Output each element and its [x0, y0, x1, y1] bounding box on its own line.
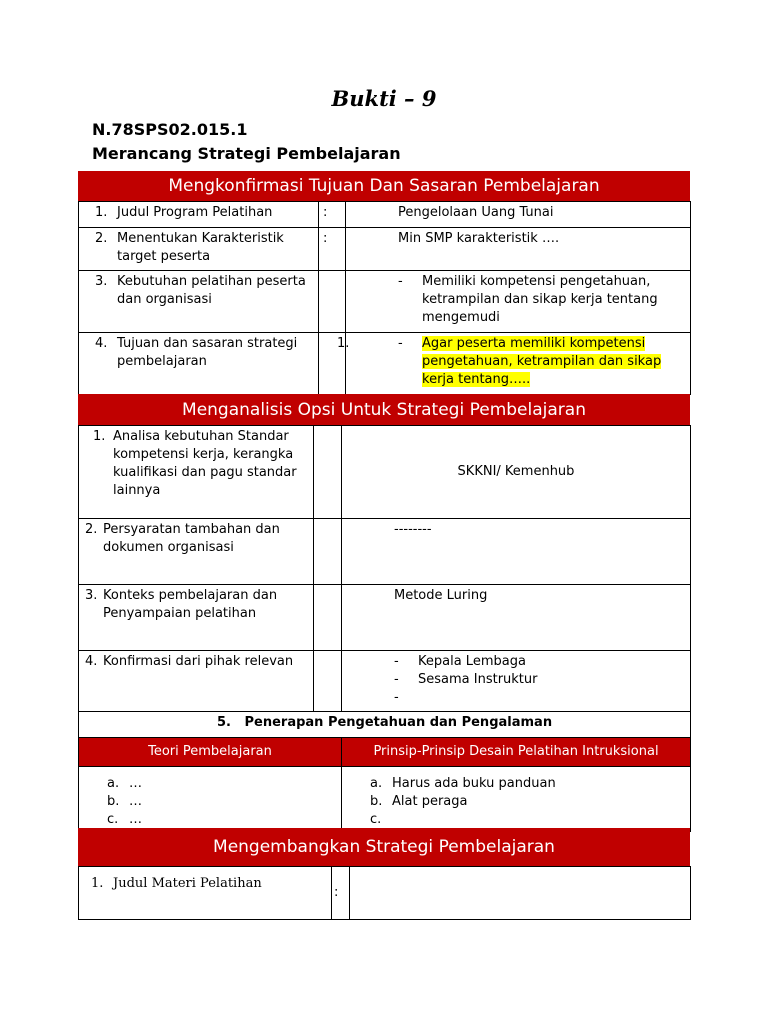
list-item [392, 811, 686, 829]
row-label: Judul Program Pelatihan [117, 205, 273, 220]
row-separator: : [319, 228, 346, 271]
row-value: Metode Luring [342, 585, 691, 651]
row-number: 1. [93, 429, 106, 444]
section3-table [78, 866, 691, 920]
dash-marker: - [394, 654, 399, 669]
list-marker: c. [370, 812, 382, 827]
row-separator: 1. [319, 333, 346, 395]
document-title: Bukti – 9 [331, 86, 437, 111]
list-item: Sesama Instruktur [418, 672, 538, 687]
list-marker: b. [370, 794, 383, 809]
row-number: 1. [95, 205, 108, 220]
list-marker: b. [107, 794, 120, 809]
table-row [79, 426, 691, 519]
row-label: Menentukan Karakteristik target peserta [117, 231, 284, 264]
section1-table [78, 201, 691, 395]
row-number: 3. [95, 274, 108, 289]
table-row [79, 738, 691, 767]
dash-marker: - [398, 274, 403, 289]
table-row [79, 333, 691, 395]
row-value: Min SMP karakteristik …. [346, 228, 691, 271]
list-marker: c. [107, 812, 119, 827]
list-marker: a. [107, 776, 120, 791]
row-number: 3. [85, 588, 98, 603]
dash-marker: - [394, 672, 399, 687]
row-label: Konteks pembelajaran dan Penyampaian pelatihan [103, 588, 278, 621]
row-separator: : [319, 202, 346, 228]
table-row [79, 202, 691, 228]
row-value [350, 867, 691, 920]
row-label: Analisa kebutuhan Standar kompetensi kerja, kerangka kualifikasi dan pagu standar lainnya [113, 429, 297, 498]
row-separator [319, 271, 346, 333]
table-row [79, 228, 691, 271]
unit-code: N.78SPS02.015.1 [92, 120, 248, 139]
list-item: Alat peraga [392, 794, 468, 809]
row-label: Judul Materi Pelatihan [113, 876, 262, 891]
table-row [79, 767, 691, 832]
row-label: Konfirmasi dari pihak relevan [103, 654, 294, 669]
section2-table [78, 425, 691, 712]
table-row [79, 867, 691, 920]
row-value: Pengelolaan Uang Tunai [346, 202, 691, 228]
subheader-theory: Teori Pembelajaran [79, 738, 342, 767]
row-label: Tujuan dan sasaran strategi pembelajaran [117, 336, 298, 369]
dash-marker: - [394, 690, 399, 705]
table-row [79, 271, 691, 333]
table-row [79, 712, 691, 738]
row-number: 4. [85, 654, 98, 669]
row-number: 2. [95, 231, 108, 246]
table-row [79, 519, 691, 585]
list-item: Harus ada buku panduan [392, 776, 556, 791]
row-value: SKKNI/ Kemenhub [342, 426, 691, 519]
list-item: Kepala Lembaga [418, 654, 526, 669]
row-number: 4. [95, 336, 108, 351]
list-item [418, 689, 686, 707]
list-item: … [129, 776, 142, 791]
row-label: Kebutuhan pelatihan peserta dan organisasi [117, 274, 306, 307]
list-item: … [129, 812, 142, 827]
table-row [79, 585, 691, 651]
table-row [79, 651, 691, 712]
subheader-principles: Prinsip-Prinsip Desain Pelatihan Intruksional [342, 738, 691, 767]
dash-marker: - [398, 336, 403, 351]
section2-header: Menganalisis Opsi Untuk Strategi Pembelajaran [78, 394, 690, 425]
row-number: 2. [85, 522, 98, 537]
section3-header: Mengembangkan Strategi Pembelajaran [78, 828, 690, 866]
row-number: 1. [91, 876, 104, 891]
section1-header: Mengkonfirmasi Tujuan Dan Sasaran Pembelajaran [78, 171, 690, 201]
section2-application-table [78, 711, 691, 832]
row-value: Memiliki kompetensi pengetahuan, ketrampilan dan sikap kerja tentang mengemudi [422, 274, 658, 325]
list-marker: a. [370, 776, 383, 791]
row-separator: : [332, 867, 350, 920]
highlighted-value: Agar peserta memiliki kompetensi pengetahuan, ketrampilan dan sikap kerja tentang….. [422, 336, 662, 387]
list-item: … [129, 794, 142, 809]
row-value: -------- [342, 519, 691, 585]
row-label: Persyaratan tambahan dan dokumen organisasi [103, 522, 280, 555]
row-label: Penerapan Pengetahuan dan Pengalaman [244, 715, 553, 730]
unit-title: Merancang Strategi Pembelajaran [92, 144, 401, 163]
row-number: 5. [216, 715, 231, 730]
